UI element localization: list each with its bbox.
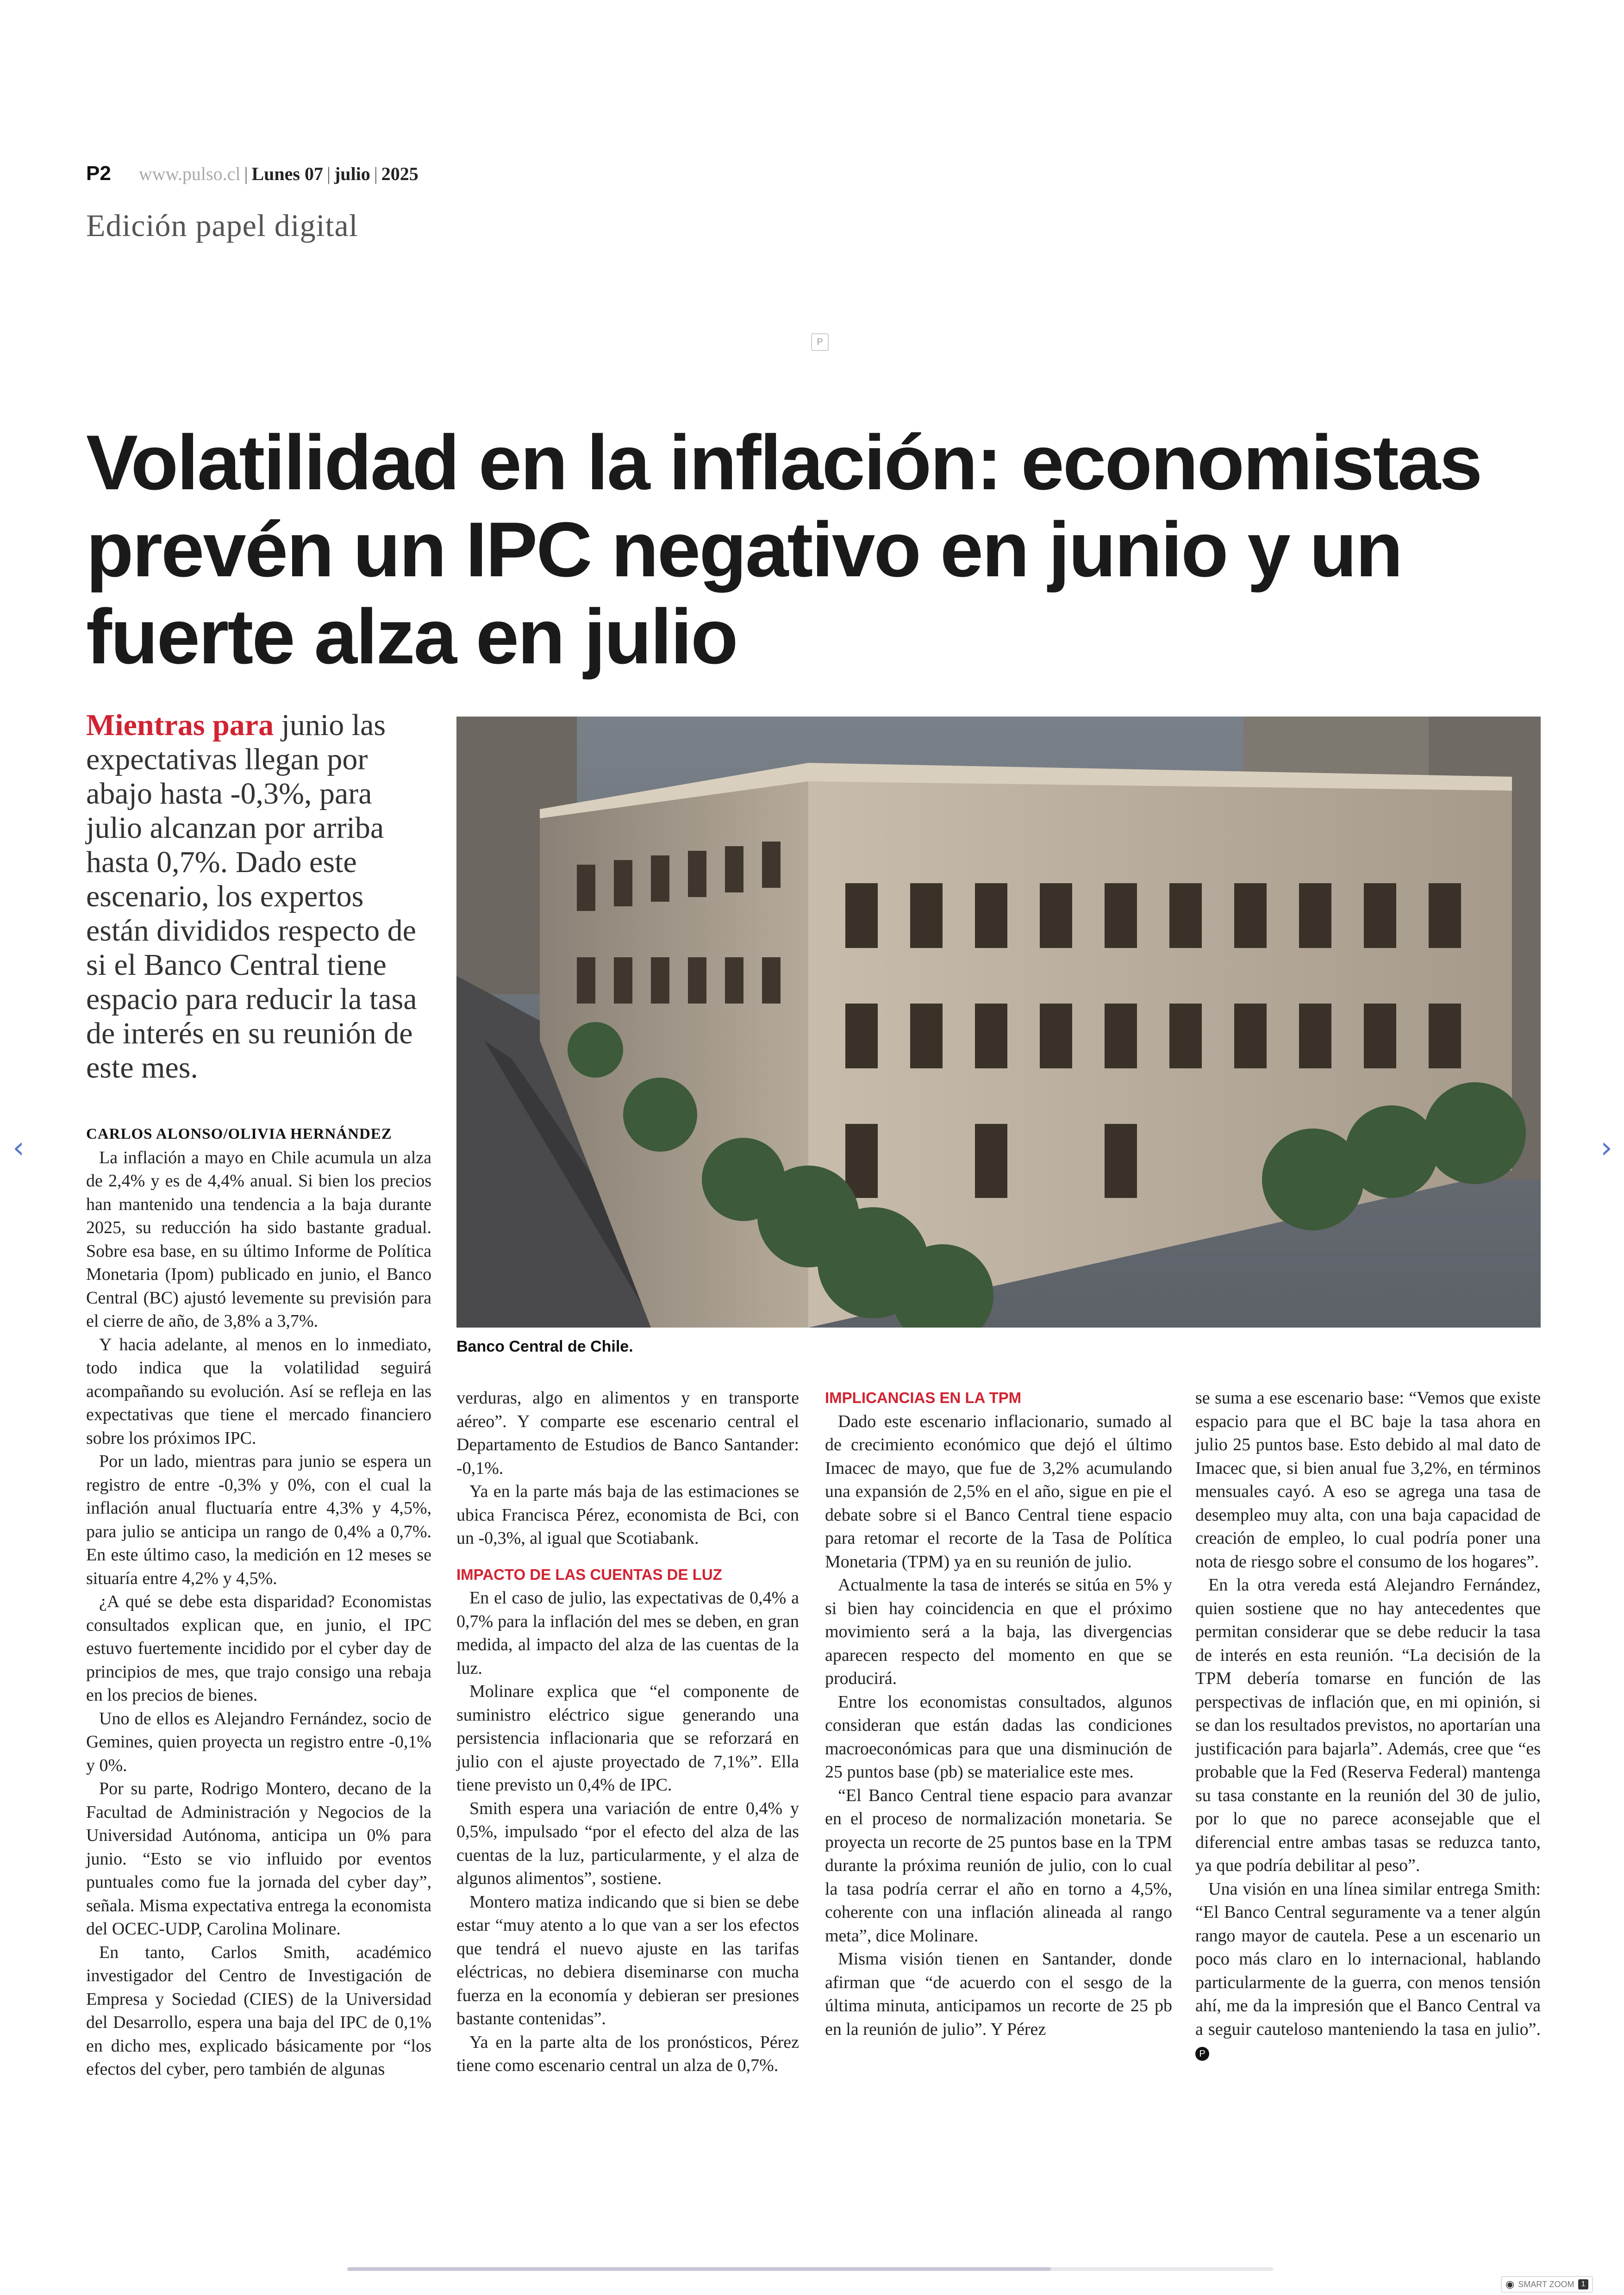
eye-icon: ◉ bbox=[1505, 2278, 1515, 2290]
paragraph: Montero matiza indicando que si bien se debe estar “muy atento a lo que van a ser los efectos que tendrá el nuevo ajuste en las tarifas eléctricas, no debiera diseminarse con mucha fuerza en la economía y debieran ser presiones bastante contenidas”. bbox=[456, 1892, 799, 2028]
paragraph: Uno de ellos es Alejandro Fernández, socio de Gemines, quien proyecta un registro entre -0,1% y 0%. bbox=[86, 1709, 431, 1775]
paragraph: Dado este escenario inflacionario, sumado al de crecimiento económico que dejó el último Imacec de mayo, que fue de 3,2% acumulando una expansión de 2,5% en el año, sigue en pie el debate sobre si el Banco Central tiene espacio para retomar el recorte de la Tasa de Política Monetaria (TPM) ya en su reunión de julio. bbox=[825, 1411, 1172, 1572]
article-headline: Volatilidad en la inflación: economistas prevén un IPC negativo en junio y un fuerte alza en julio bbox=[86, 419, 1481, 680]
paragraph: En tanto, Carlos Smith, académico investigador del Centro de Investigación de Empresa y Sociedad (CIES) de la Universidad del Desarrollo, espera una baja del IPC de 0,1% en dicho mes, explicado básicamente por “los efectos del cyber, pero también de algunas bbox=[86, 1942, 431, 2079]
site-url[interactable]: www.pulso.cl bbox=[138, 163, 241, 184]
article-column-3 bbox=[825, 1386, 1172, 2041]
edition-label: Edición papel digital bbox=[86, 208, 358, 243]
subheading-tpm: IMPLICANCIAS EN LA TPM bbox=[825, 1389, 1022, 1406]
paragraph: Por su parte, Rodrigo Montero, decano de la Facultad de Administración y Negocios de la Universidad Autónoma, anticipa un 0% para junio. “Esto se vio influido por eventos puntuales como fue la jornada del cyber day”, señala. Misma expectativa entrega la economista del OCEC-UDP, Carolina Molinare. bbox=[86, 1779, 431, 1939]
paragraph: Por un lado, mientras para junio se espera un registro de entre -0,3% y 0%, con el cual la inflación anual fluctuaría entre 4,3% y 4,5%, para julio se anticipa un rango de 0,4% a 0,7%. En este último caso, la medición en 12 meses se situaría entre 4,2% y 4,5%. bbox=[86, 1452, 431, 1588]
lead-kicker: Mientras para bbox=[86, 708, 274, 742]
page-number-badge: 1 bbox=[1578, 2279, 1589, 2289]
paragraph: La inflación a mayo en Chile acumula un alza de 2,4% y es de 4,4% anual. Si bien los precios han mantenido una tendencia a la baja durante 2025, su reducción ha sido bastante gradual. Sobre esa base, en su último Informe de Política Monetaria (Ipom) publicado en junio, el Banco Central (BC) ajustó levemente su previsión para el cierre de año, de 3,8% a 3,7%. bbox=[86, 1148, 431, 1331]
paragraph: Misma visión tienen en Santander, donde afirman que “de acuerdo con el sesgo de la última minuta, anticipamos un recorte de 25 pb en la reunión de julio”. Y Pérez bbox=[825, 1949, 1172, 2039]
paragraph: Ya en la parte más baja de las estimaciones se ubica Francisca Pérez, economista de Bci, con un -0,3%, al igual que Scotiabank. bbox=[456, 1482, 799, 1548]
header-month: julio bbox=[334, 163, 370, 184]
header-day: Lunes 07 bbox=[251, 163, 323, 184]
subheading-luz: IMPACTO DE LAS CUENTAS DE LUZ bbox=[456, 1565, 722, 1583]
paragraph-last-text: Una visión en una línea similar entrega Smith: “El Banco Central seguramente va a tener algún rango mayor de cautela. Pese a un escenario un poco más claro en lo internacional, hablando particularmente de la guerra, con menos tensión ahí, me da la impresión que el Banco Central va a seguir cauteloso manteniendo la tasa en julio”. bbox=[1195, 1879, 1541, 2039]
article-column-1 bbox=[86, 1123, 431, 2081]
paragraph: se suma a ese escenario base: “Vemos que existe espacio para que el BC baje la tasa ahora en julio 25 puntos base. Esto debido al mal dato de Imacec que, si bien anual fue 3,2%, en términos mensuales cayó. A eso se agrega una tasa de desempleo muy alta, con una baja capacidad de creación de empleo, lo cual podría poner una nota de riesgo sobre el consumo de los hogares”. bbox=[1195, 1388, 1541, 1572]
paragraph: Smith espera una variación de entre 0,4% y 0,5%, impulsado “por el efecto del alza de las cuentas de la luz, particularmente, y el alza de algunos alimentos”, sostiene. bbox=[456, 1798, 799, 1888]
smart-zoom-button[interactable] bbox=[1501, 2276, 1593, 2293]
photo-caption: Banco Central de Chile. bbox=[456, 1338, 633, 1355]
paragraph: Y hacia adelante, al menos en lo inmediato, todo indica que la volatilidad seguirá acompañando su evolución. Así se refleja en las expectativas que tiene el mercado financiero sobre los próximos IPC. bbox=[86, 1335, 431, 1448]
paragraph: ¿A qué se debe esta disparidad? Economistas consultados explican que, en junio, el IPC estuvo fuertemente incidido por el cyber day de principios de mes, que trajo consigo una rebaja en los precios de bienes. bbox=[86, 1592, 431, 1705]
paragraph: Ya en la parte alta de los pronósticos, Pérez tiene como escenario central un alza de 0,7%. bbox=[456, 2032, 799, 2075]
previous-page-chevron-icon[interactable]: ‹ bbox=[12, 1131, 25, 1165]
page-header: P2 www.pulso.cl | Lunes 07 | julio | 2025 bbox=[86, 162, 418, 185]
paragraph-last bbox=[1195, 1877, 1541, 2064]
article-column-2 bbox=[456, 1386, 799, 2077]
article-photo bbox=[456, 717, 1541, 1328]
byline: CARLOS ALONSO/OLIVIA HERNÁNDEZ bbox=[86, 1126, 392, 1142]
end-of-article-icon: P bbox=[1195, 2047, 1209, 2061]
article-lead bbox=[86, 708, 429, 1085]
header-year: 2025 bbox=[381, 163, 418, 184]
paragraph: Molinare explica que “el componente de suministro eléctrico sigue generando una persistencia inflacionaria que se reforzará en julio con el ajuste proyectado de 7,1%”. Ella tiene previsto un 0,4% de IPC. bbox=[456, 1682, 799, 1795]
paragraph: verduras, algo en alimentos y en transporte aéreo”. Y comparte ese escenario central el Departamento de Estudios de Banco Santander: -0,1%. bbox=[456, 1388, 799, 1478]
paragraph: En la otra vereda está Alejandro Fernández, quien sostiene que no hay antecedentes que permitan considerar que se debe reducir la tasa de interés en esta reunión. “La decisión de la TPM debería tomarse en función de las perspectivas de inflación que, en mi opinión, si se dan los resultados previstos, no aportarían una justificación para bajarla”. Además, cree que “es probable que la Fed (Reserva Federal) mantenga su tasa constante en la reunión del 30 de julio, por lo que no parece aconsejable que el diferencial entre ambas tasas se reduzca tanto, ya que podría debilitar al peso”. bbox=[1195, 1575, 1541, 1875]
paragraph: Actualmente la tasa de interés se sitúa en 5% y si bien hay coincidencia en que el próximo movimiento será a la baja, las divergencias aparecen respecto del momento en que se producirá. bbox=[825, 1575, 1172, 1688]
smart-zoom-label: SMART ZOOM bbox=[1518, 2279, 1574, 2289]
central-bank-building-image bbox=[456, 717, 1541, 1328]
next-page-chevron-icon[interactable]: › bbox=[1600, 1131, 1612, 1165]
reading-progress-bar[interactable] bbox=[347, 2267, 1273, 2271]
page-marker-icon: P bbox=[811, 333, 829, 351]
reading-progress-fill bbox=[347, 2267, 1051, 2271]
paragraph: “El Banco Central tiene espacio para avanzar en el proceso de normalización monetaria. Se proyecta un recorte de 25 puntos base en la TPM durante la próxima reunión de julio, con lo cual la tasa podría cerrar el año en torno a 4,5%, coherente con una inflación alineada al rango meta”, dice Molinare. bbox=[825, 1785, 1172, 1946]
paragraph: Entre los economistas consultados, algunos consideran que están dadas las condiciones macroeconómicas para que una disminución de 25 puntos base (pb) se materialice este mes. bbox=[825, 1692, 1172, 1782]
lead-text: junio las expectativas llegan por abajo hasta -0,3%, para julio alcanzan por arriba hasta 0,7%. Dado este escenario, los expertos están divididos respecto de si el Banco Central tiene espacio para reducir la tasa de interés en su reunión de este mes. bbox=[86, 708, 417, 1085]
article-column-4 bbox=[1195, 1386, 1541, 2064]
page-number-label: P2 bbox=[86, 162, 111, 185]
paragraph: En el caso de julio, las expectativas de 0,4% a 0,7% para la inflación del mes se deben, en gran medida, al impacto del alza de las cuentas de la luz. bbox=[456, 1588, 799, 1678]
